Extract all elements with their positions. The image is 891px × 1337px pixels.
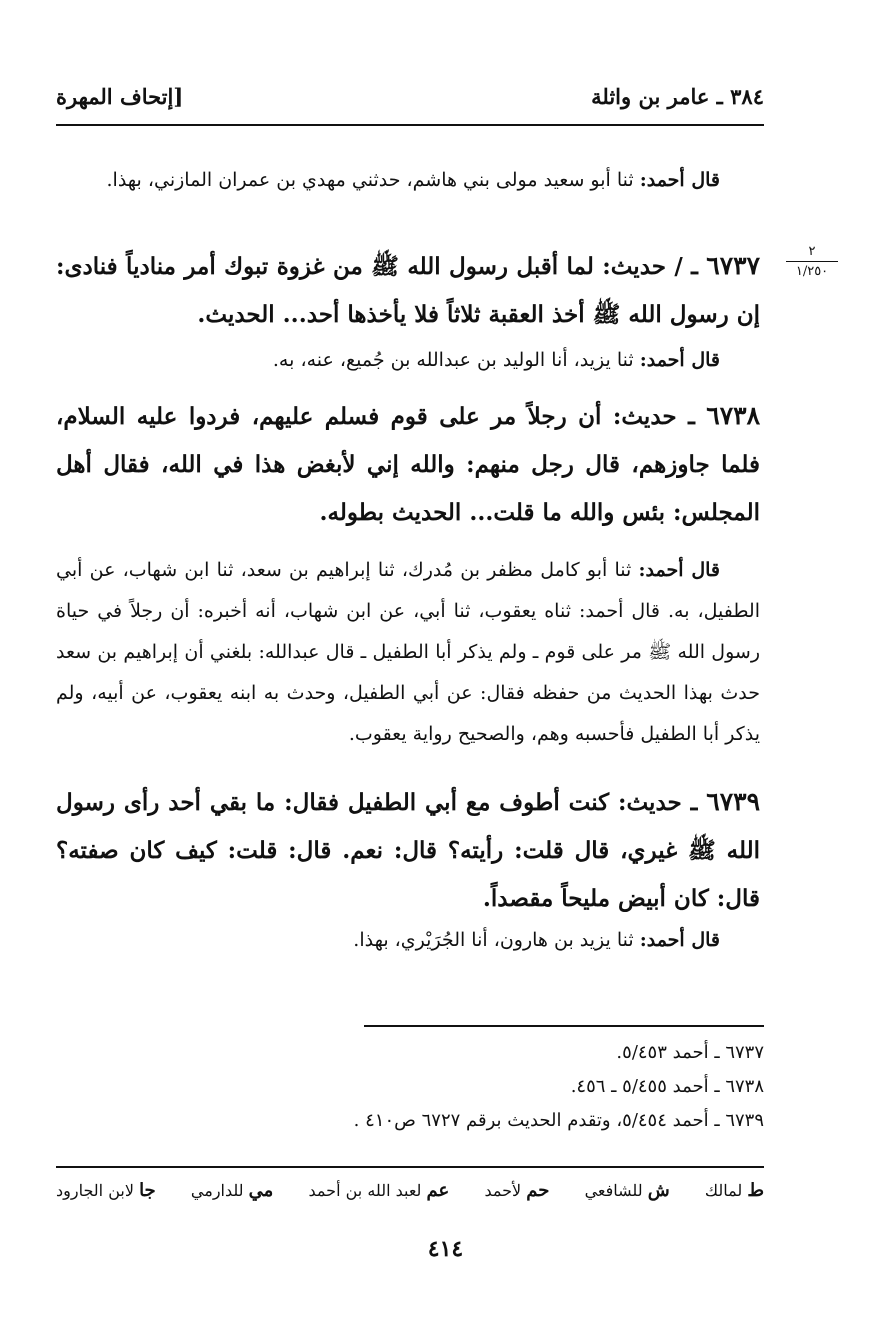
chain-lead: قال أحمد: xyxy=(638,559,720,581)
margin-note-rule xyxy=(786,261,838,262)
abbreviation-item xyxy=(484,1180,549,1201)
abbreviation-item xyxy=(191,1180,273,1201)
chain-paragraph-2 xyxy=(56,340,760,381)
hadith-6739 xyxy=(56,778,760,923)
footnotes xyxy=(200,1036,764,1138)
chain-text: ثنا أبو سعيد مولى بني هاشم، حدثني مهدي بن عمران المازني، بهذا. xyxy=(106,169,640,191)
abbreviation-item xyxy=(585,1180,670,1201)
chain-text: ثنا يزيد بن هارون، أنا الجُرَيْري، بهذا. xyxy=(353,929,640,951)
footnote-6737: ٦٧٣٧ ـ أحمد ٥/٤٥٣. xyxy=(616,1042,764,1063)
abbreviation-key xyxy=(56,1180,764,1201)
abbreviation-code: عم xyxy=(426,1180,450,1201)
abbreviation-rule xyxy=(56,1166,764,1168)
hadith-6737 xyxy=(56,242,760,339)
margin-note-top: ٢ xyxy=(808,244,816,259)
chain-paragraph-1 xyxy=(56,160,760,201)
abbreviation-meaning: لأحمد xyxy=(484,1181,522,1200)
chain-lead: قال أحمد: xyxy=(639,929,720,951)
margin-volume-reference xyxy=(786,244,838,280)
hadith-6738 xyxy=(56,392,760,537)
chapter-title: ٣٨٤ ـ عامر بن واثلة xyxy=(591,84,764,109)
chain-text: ثنا أبو كامل مظفر بن مُدرك، ثنا إبراهيم بن سعد، ثنا ابن شهاب، عن أبي الطفيل، به. قال أحمد: ثناه يعقوب، ثنا أبي، عن ابن شهاب، أنه أخبره: أن رجلاً في حياة رسول الله ﷺ مر على قوم ـ ولم يذكر أبا الطفيل ـ قال عبدالله: بلغني أن إبراهيم بن سعد حدث بهذا الحديث من حفظه فقال: عن أبي الطفيل، وحدث به ابنه يعقوب، عن أبيه، ولم يذكر أبا الطفيل فأحسبه وهم، والصحيح رواية يعقوب. xyxy=(56,559,760,745)
margin-note-bottom: ١/٢٥٠ xyxy=(795,264,829,279)
hadith-number: ٦٧٣٧ xyxy=(706,251,760,280)
abbreviation-item xyxy=(309,1180,450,1201)
hadith-text: ـ حديث: أن رجلاً مر على قوم فسلم عليهم، فردوا عليه السلام، فلما جاوزهم، قال رجل منهم: والله إني لأبغض هذا في الله، فقال أهل المجلس: بئس والله ما قلت... الحديث بطوله. xyxy=(56,403,760,526)
abbreviation-code: مي xyxy=(248,1180,274,1201)
abbreviation-item xyxy=(56,1180,156,1201)
header-rule xyxy=(56,124,764,126)
abbreviation-meaning: للشافعي xyxy=(584,1181,643,1200)
footnote-6739: ٦٧٣٩ ـ أحمد ٥/٤٥٤، وتقدم الحديث برقم ٦٧٢٧ ص٤١٠ . xyxy=(353,1110,764,1131)
footnote-rule xyxy=(364,1025,764,1027)
running-header xyxy=(56,84,764,120)
abbreviation-code: جا xyxy=(139,1180,156,1201)
book-title: [إتحاف المهرة xyxy=(56,84,184,109)
hadith-text: ـ حديث: كنت أطوف مع أبي الطفيل فقال: ما بقي أحد رأى رسول الله ﷺ غيري، قال قلت: رأيته؟ قال: نعم. قال: قلت: كيف كان صفته؟ قال: كان أبيض مليحاً مقصداً. xyxy=(56,789,760,912)
abbreviation-code: ش xyxy=(647,1180,670,1201)
abbreviation-code: ط xyxy=(747,1180,764,1201)
page-number: ٤١٤ xyxy=(427,1236,464,1262)
footnote-6738: ٦٧٣٨ ـ أحمد ٥/٤٥٥ ـ ٤٥٦. xyxy=(570,1076,764,1097)
abbreviation-meaning: لعبد الله بن أحمد xyxy=(308,1181,422,1200)
hadith-text: ـ / حديث: لما أقبل رسول الله ﷺ من غزوة تبوك أمر منادياً فنادى: إن رسول الله ﷺ أخذ العقبة ثلاثاً فلا يأخذها أحد... الحديث. xyxy=(56,253,760,328)
abbreviation-meaning: لابن الجارود xyxy=(56,1181,134,1200)
hadith-number: ٦٧٣٨ xyxy=(706,401,760,430)
chain-paragraph-3 xyxy=(56,550,760,755)
chain-paragraph-4 xyxy=(56,920,760,961)
chain-text: ثنا يزيد، أنا الوليد بن عبدالله بن جُميع، عنه، به. xyxy=(272,349,640,371)
abbreviation-meaning: لمالك xyxy=(704,1181,743,1200)
chain-lead: قال أحمد: xyxy=(639,169,720,191)
abbreviation-code: حم xyxy=(526,1180,550,1201)
abbreviation-meaning: للدارمي xyxy=(190,1181,244,1200)
abbreviation-item xyxy=(705,1180,764,1201)
hadith-number: ٦٧٣٩ xyxy=(706,787,760,816)
chain-lead: قال أحمد: xyxy=(639,349,720,371)
